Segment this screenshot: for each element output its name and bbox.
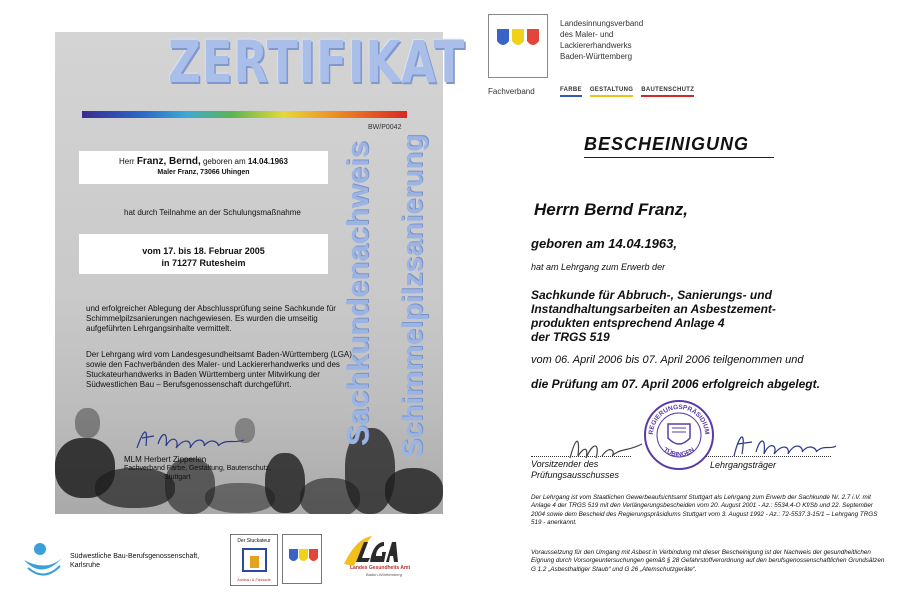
bau-bg-text (70, 552, 199, 570)
note-1: Der Lehrgang ist vom Staatlichen Gewerbeaufsichtsamt Stuttgart als Lehrgang zum Erwerb der Sachkunde Nr. 2.7 i.V. mit Anlage 4 der TRGS 519 mit den Verlängerungsbescheiden vom 20. August 2001 - Az.: 5534.4-O Kf/Sb und 22. September 2004 sowie dem Bescheid des Regierungspräsidiums Stuttgart vom 3. August 1992 - Az.: 72-5537.3-15/1 – Lehrgang TRGS 519 - anerkannt. (531, 494, 878, 526)
fachverband-label: Fachverband (488, 87, 535, 96)
letter-born: geboren am 14.04.1963, (531, 236, 677, 251)
chairman-label-2: Prüfungsausschusses (531, 470, 620, 480)
header-line-1: Landesinnungsverband (560, 19, 644, 28)
chairman-label (531, 459, 619, 481)
header-line-2: des Maler- und (560, 30, 614, 39)
tag-row (560, 87, 700, 97)
guild-logo (488, 14, 548, 78)
lga-text: Landes Gesundheits Amt (350, 565, 411, 571)
letter-title: BESCHEINIGUNG (584, 134, 750, 154)
recipient-born-date: 14.04.1963 (247, 157, 288, 166)
lga-subtext: Baden-Württemberg (366, 572, 403, 577)
stamp-bottom-text: TÜBINGEN (662, 446, 696, 459)
letter-exam: die Prüfung am 07. April 2006 erfolgreich abgelegt. (531, 377, 820, 391)
participation-text: hat durch Teilnahme an der Schulungsmaßnahme (124, 208, 301, 217)
official-stamp (642, 398, 716, 472)
tag-gestaltung: GESTALTUNG (590, 87, 633, 97)
letter-recipient: Herrn Bernd Franz, (534, 200, 688, 219)
letter-period: vom 06. April 2006 bis 07. April 2006 teilgenommen und (531, 354, 804, 366)
shields-icon (489, 15, 549, 79)
letter-intro: hat am Lehrgang zum Erwerb der (531, 262, 666, 272)
recipient-line2: Maler Franz, 73066 Uhingen (157, 169, 250, 176)
subject-line-3: produkten entsprechend Anlage 4 (531, 316, 725, 330)
stuckateur-bottom-text: Ausbau & Fassade (237, 577, 271, 582)
tag-farbe: FARBE (560, 87, 582, 97)
dates-line1: vom 17. bis 18. Februar 2005 (142, 246, 265, 256)
paragraph-2: Der Lehrgang wird vom Landesgesundheitsamt Baden-Württemberg (LGA) sowie den Fachverbänden des Maler- und Lackiererhandwerks und des Stuckateurhandwerks in Baden Württemberg unter Mitwirkung der Südwestlichen Bau – Berufsgenossenschaft durchgeführt. (86, 350, 352, 389)
bau-bg-line2: Karlsruhe (70, 562, 100, 569)
vertical-title-1: Sachkundenachweis (340, 141, 375, 446)
dates-box (79, 234, 328, 274)
house-icon (242, 548, 267, 572)
tag-bautenschutz: BAUTENSCHUTZ (641, 87, 694, 97)
title-underline (584, 157, 774, 158)
stuckateur-top-text: Der Stuckateur (237, 538, 271, 544)
note-2: Voraussetzung für den Umgang mit Asbest in Verbindung mit dieser Bescheinigung ist der Nachweis der gesundheitlichen Eignung durch Vorsorgeuntersuchungen gemäß § 28 Gefahrstoffverordnung auf den berufsgenossenschaftlichen Grundsätzen G 1.2 „Asbesthaltiger Staub“ und G 26 „Atemschutzgeräte“. (531, 549, 885, 573)
recipient-name: Franz, Bernd, (136, 156, 201, 167)
rainbow-bar (82, 111, 407, 118)
stuckateur-logo (230, 534, 278, 586)
header-line-4: Baden-Württemberg (560, 52, 633, 61)
signature-line-left (531, 456, 631, 457)
recipient-box (79, 151, 328, 184)
bau-bg-logo (22, 540, 64, 580)
signer-role: Fachverband Farbe, Gestaltung, Bautenschutz, (124, 465, 272, 472)
svg-text:TÜBINGEN (662, 446, 696, 458)
signer-name: MLM Herbert Zipperlen (124, 455, 207, 464)
recipient-prefix: Herr (119, 157, 135, 166)
guild-shields-logo (282, 534, 322, 584)
provider-label: Lehrgangsträger (710, 460, 777, 470)
recipient-born-label: geboren am (202, 157, 246, 166)
vertical-title-2: Schimmelpilzsanierung (397, 134, 429, 458)
dates-line2: in 71277 Rutesheim (161, 258, 246, 268)
signature-left (132, 422, 252, 454)
subject-line-1: Sachkunde für Abbruch-, Sanierungs- und (531, 288, 772, 302)
signature-line-right (706, 456, 831, 457)
shields-icon (283, 535, 323, 585)
paragraph-1: und erfolgreicher Ablegung der Abschlussprüfung seine Sachkunde für Schimmelpilzsanierungen nachgewiesen. Es wurden die umseitig aufgeführten Lehrgangsinhalte vermittelt. (86, 304, 336, 333)
guild-header (560, 18, 643, 62)
subject-line-4: der TRGS 519 (531, 330, 610, 344)
stamp-top-text: REGIERUNGSPRÄSIDIUM (647, 403, 711, 435)
letter-subject (531, 288, 776, 344)
signer-city: Stuttgart (164, 474, 191, 481)
chairman-label-1: Vorsitzender des (531, 459, 599, 469)
subject-line-2: Instandhaltungsarbeiten an Asbestzement- (531, 302, 776, 316)
bau-bg-line1: Südwestliche Bau-Berufsgenossenschaft, (70, 553, 200, 560)
certificate-title: ZERTIFIKAT (168, 28, 466, 96)
certificate-code: BW/P0042 (368, 124, 402, 131)
signer-caption (124, 455, 271, 482)
header-line-3: Lackiererhandwerks (560, 41, 632, 50)
